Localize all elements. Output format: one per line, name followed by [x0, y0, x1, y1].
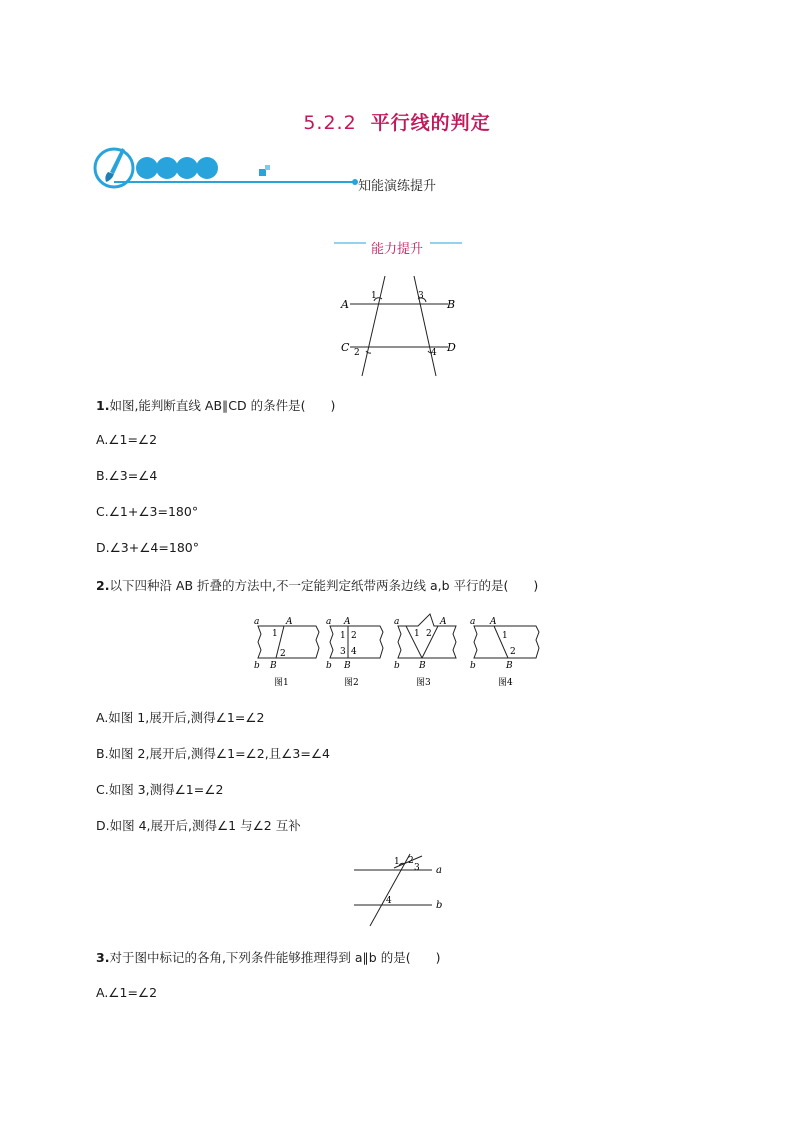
label-C: C — [341, 341, 350, 354]
page-title — [0, 108, 794, 135]
strip-4-A: A — [490, 617, 497, 627]
strip-3-n2: 2 — [426, 629, 432, 639]
figure-q2 — [248, 612, 548, 692]
label-angle-1: 1 — [371, 291, 377, 301]
strip-1-a: a — [254, 617, 260, 627]
q1-text: 如图,能判断直线 AB∥CD 的条件是( ) — [109, 398, 336, 413]
strip-1-A: A — [286, 617, 293, 627]
strip-1-n1: 1 — [272, 629, 278, 639]
q3-label-4: 4 — [386, 896, 392, 906]
label-angle-2: 2 — [354, 348, 360, 358]
figure-q1 — [330, 272, 470, 380]
question-1 — [96, 396, 335, 414]
strip-4-B: B — [506, 661, 513, 671]
brush-tip-icon — [105, 172, 114, 182]
q2-option-c: C.如图 3,测得∠1=∠2 — [96, 782, 224, 797]
q3-label-3: 3 — [414, 863, 420, 873]
q3-label-2: 2 — [408, 856, 414, 866]
caption-fig-1: 图1 — [274, 678, 289, 688]
strip-1-outline — [258, 626, 319, 658]
label-angle-4: 4 — [431, 348, 437, 358]
strip-3-B: B — [419, 661, 426, 671]
strip-4-n1: 1 — [502, 631, 508, 641]
q3-label-b: b — [436, 900, 443, 911]
banner-dot-3 — [176, 157, 198, 179]
caption-fig-2: 图2 — [344, 678, 359, 688]
q3-label-a: a — [436, 865, 442, 876]
q1-option-d: D.∠3+∠4=180° — [96, 540, 199, 555]
strip-2-a: a — [326, 617, 332, 627]
strip-3-A: A — [440, 617, 447, 627]
q2-number: 2. — [96, 578, 110, 593]
transversal — [370, 854, 410, 926]
caption-fig-3: 图3 — [416, 678, 431, 688]
banner-dot-1 — [136, 157, 158, 179]
strip-2-A: A — [344, 617, 351, 627]
strip-4-a: a — [470, 617, 476, 627]
strip-3-b: b — [394, 661, 400, 671]
q2-option-b: B.如图 2,展开后,测得∠1=∠2,且∠3=∠4 — [96, 746, 330, 761]
strip-2-n4: 4 — [351, 647, 357, 657]
strip-figure-4 — [470, 617, 539, 688]
angle-arc-2 — [366, 351, 371, 353]
banner-graphic — [92, 142, 364, 190]
figure-q3 — [350, 850, 450, 928]
q1-number: 1. — [96, 398, 110, 413]
strip-figure-2 — [326, 617, 383, 688]
section-title: 能力提升 — [370, 242, 423, 257]
banner-dot-2 — [156, 157, 178, 179]
q3-number: 3. — [96, 950, 110, 965]
title-number: 5.2.2 — [303, 112, 357, 134]
label-A: A — [341, 298, 349, 311]
banner-dot-4 — [196, 157, 218, 179]
q3-label-1: 1 — [394, 857, 400, 867]
q3-option-a: A.∠1=∠2 — [96, 985, 158, 1000]
question-3 — [96, 948, 440, 966]
strip-2-n1: 1 — [340, 631, 346, 641]
q1-option-c: C.∠1+∠3=180° — [96, 504, 199, 519]
strip-3-n1: 1 — [414, 629, 420, 639]
question-2 — [96, 576, 538, 594]
q2-text: 以下四种沿 AB 折叠的方法中,不一定能判定纸带两条边线 a,b 平行的是( ) — [109, 578, 539, 593]
strip-2-n2: 2 — [351, 631, 357, 641]
q3-text: 对于图中标记的各角,下列条件能够推理得到 a∥b 的是( ) — [109, 950, 441, 965]
strip-2-b: b — [326, 661, 332, 671]
banner-label: 知能演练提升 — [358, 179, 437, 194]
strip-4-n2: 2 — [510, 647, 516, 657]
strip-figure-1 — [254, 617, 319, 688]
strip-1-B: B — [270, 661, 277, 671]
strip-3-a: a — [394, 617, 400, 627]
title-text: 平行线的判定 — [370, 112, 491, 134]
strip-2-B: B — [344, 661, 351, 671]
banner-square-2 — [265, 165, 270, 170]
banner-square-1 — [259, 169, 266, 176]
q1-option-b: B.∠3=∠4 — [96, 468, 158, 483]
label-angle-3: 3 — [418, 291, 424, 301]
strip-4-b: b — [470, 661, 476, 671]
strip-2-n3: 3 — [340, 647, 346, 657]
strip-1-b: b — [254, 661, 260, 671]
q1-option-a: A.∠1=∠2 — [96, 432, 158, 447]
caption-fig-4: 图4 — [498, 678, 513, 688]
label-B: B — [447, 298, 456, 311]
q2-option-d: D.如图 4,展开后,测得∠1 与∠2 互补 — [96, 818, 301, 833]
brush-icon — [110, 148, 125, 174]
q2-option-a: A.如图 1,展开后,测得∠1=∠2 — [96, 710, 265, 725]
label-D: D — [447, 341, 456, 354]
strip-1-n2: 2 — [280, 649, 286, 659]
strip-figure-3 — [394, 614, 456, 688]
